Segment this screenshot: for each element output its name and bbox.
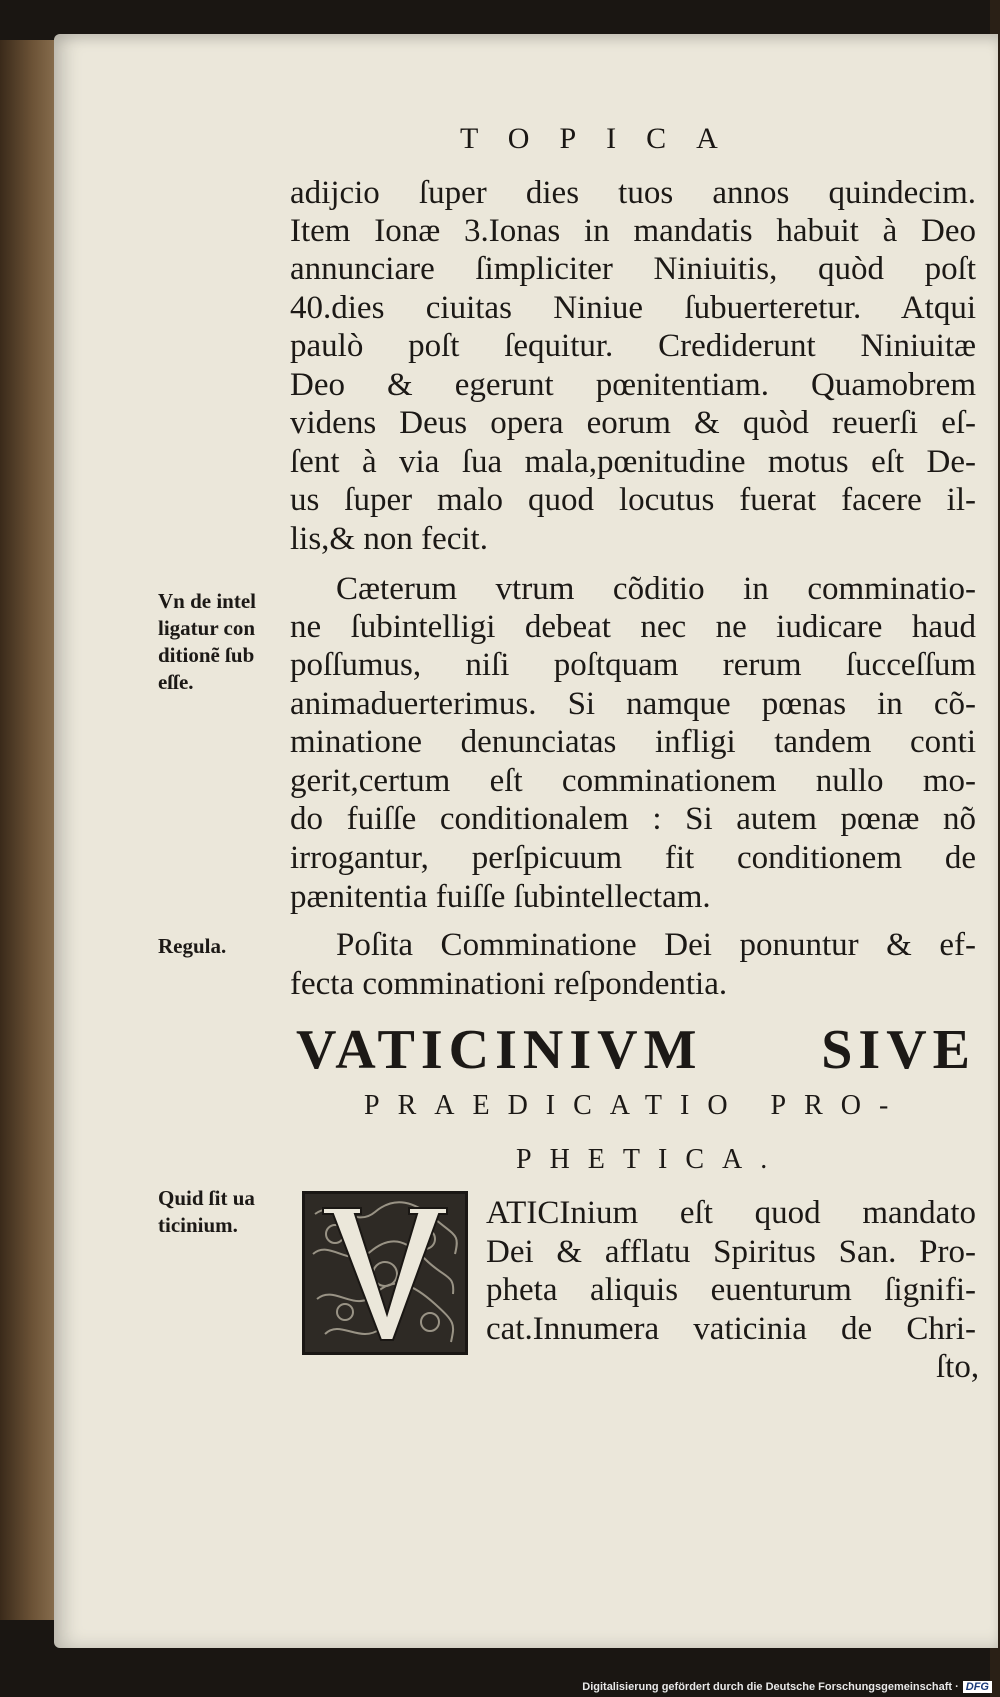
- body-line: minatione denunciatas infligi tandem conti: [290, 724, 976, 760]
- dfg-logo: DFG: [963, 1681, 992, 1693]
- margin-note-line: Quid ſit ua: [158, 1186, 255, 1210]
- body-line: do fuiſſe conditionalem : Si autem pœnæ nõ: [290, 801, 976, 837]
- body-line: pheta aliquis euenturum ſignifi-: [486, 1272, 976, 1308]
- body-line: adijcio ſuper dies tuos annos quindecim.: [290, 175, 976, 211]
- margin-note-regula: Regula.: [158, 934, 227, 958]
- running-head: TOPICA: [460, 122, 748, 155]
- ornament-pattern: [305, 1194, 465, 1352]
- body-line: Cæterum vtrum cõditio in comminatio-: [336, 571, 976, 607]
- digitization-credit: [582, 1681, 992, 1693]
- body-line: ne ſubintelligi debeat nec ne iudicare haud: [290, 609, 976, 645]
- body-line: us ſuper malo quod locutus fuerat facere il-: [290, 482, 976, 518]
- credit-text: Digitalisierung gefördert durch die Deutsche Forschungsgemeinschaft ·: [582, 1681, 959, 1693]
- margin-note-line: Vn de intel: [158, 589, 257, 613]
- body-line: videns Deus opera eorum & quòd reuerſi eſ-: [290, 405, 976, 441]
- book-spine: [0, 40, 58, 1620]
- body-line: Deo & egerunt pœnitentiam. Quamobrem: [290, 367, 976, 403]
- catchword: ſto,: [936, 1349, 980, 1385]
- body-line: fecta comminationi reſpondentia.: [290, 966, 728, 1002]
- body-line: annunciare ſimpliciter Niniuitis, quòd poſt: [290, 251, 976, 287]
- body-line: Item Ionæ 3.Ionas in mandatis habuit à Deo: [290, 213, 976, 249]
- body-line: ſent à via ſua mala,pœnitudine motus eſt De-: [290, 444, 976, 480]
- body-line: irrogantur, perſpicuum fit conditionem de: [290, 840, 976, 876]
- body-line: Poſita Comminatione Dei ponuntur & ef-: [336, 927, 976, 963]
- body-line: cat.Innumera vaticinia de Chri-: [486, 1311, 976, 1347]
- margin-note-line: ticinium.: [158, 1213, 238, 1237]
- section-subheading: PRAEDICATIO PRO-: [364, 1090, 907, 1121]
- body-line: pænitentia fuiſſe ſubintellectam.: [290, 879, 711, 915]
- body-line: ATICInium eſt quod mandato: [486, 1195, 976, 1231]
- body-line: animaduerterimus. Si namque pœnas in cõ-: [290, 686, 976, 722]
- body-line: paulò poſt ſequitur. Crediderunt Niniuitæ: [290, 328, 976, 364]
- body-line: Dei & afflatu Spiritus San. Pro-: [486, 1234, 976, 1270]
- margin-note-line: ditionẽ ſub: [158, 643, 255, 667]
- body-line: lis,& non fecit.: [290, 521, 488, 557]
- margin-note-line: ligatur con: [158, 616, 256, 640]
- body-line: 40.dies ciuitas Niniue ſubuerteretur. Atqui: [290, 290, 976, 326]
- margin-note-line: eſſe.: [158, 670, 194, 694]
- body-line: poſſumus, niſi poſtquam rerum ſucceſſum: [290, 647, 976, 683]
- section-heading: VATICINIVM SIVE: [296, 1019, 976, 1081]
- section-subheading: PHETICA.: [516, 1144, 786, 1175]
- decorated-initial-icon: [302, 1191, 468, 1355]
- body-line: gerit,certum eſt comminationem nullo mo-: [290, 763, 976, 799]
